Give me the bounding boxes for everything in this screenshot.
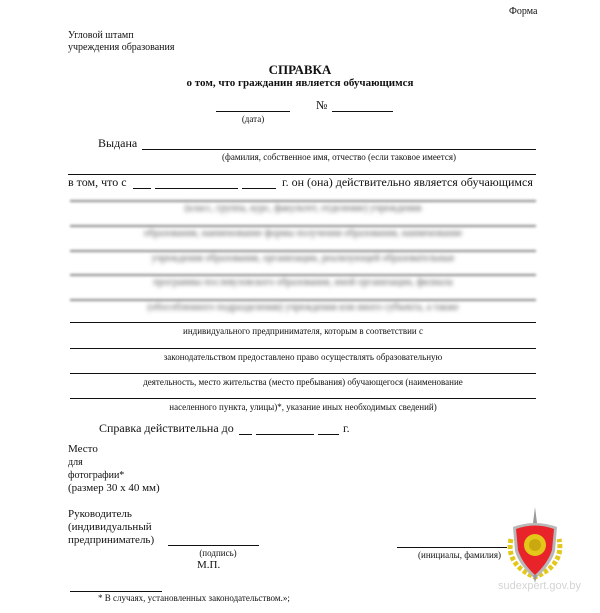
blurred-line	[70, 225, 536, 227]
valid-until-suffix: г.	[343, 421, 350, 435]
valid-day-field[interactable]	[239, 434, 252, 435]
details-field[interactable]	[70, 373, 536, 374]
signature-caption: (подпись)	[199, 548, 237, 558]
blurred-caption: образования, наименование формы получения образования, наименование	[143, 228, 463, 239]
details-caption: индивидуального предпринимателя, которым в соответствии с	[183, 326, 423, 336]
blurred-line	[70, 250, 536, 252]
since-year-field[interactable]	[242, 188, 276, 189]
blurred-caption: (обособленного подразделения) учреждения или иного субъекта, а также	[147, 302, 459, 313]
footnote: * В случаях, установленных законодательством.»;	[98, 593, 290, 603]
corner-stamp: Угловой штамп учреждения образования	[68, 30, 175, 53]
details-caption: законодательством предоставлено право осуществлять образовательную	[163, 352, 443, 362]
since-month-field[interactable]	[155, 188, 238, 189]
form-label: Форма	[509, 6, 538, 17]
details-field[interactable]	[70, 322, 536, 323]
blurred-line	[70, 200, 536, 202]
details-caption: населенного пункта, улицы)*, указание иных необходимых сведений)	[169, 402, 437, 412]
stamp-mark: М.П.	[197, 559, 221, 571]
head-label: Руководитель (индивидуальный предприниматель)	[68, 508, 155, 546]
blurred-caption: программы послевузовского образования, иной организации, филиала	[153, 277, 453, 288]
blurred-caption: (класс, группа, курс, факультет, отделение) учреждения	[184, 203, 422, 214]
issued-caption: (фамилия, собственное имя, отчество (если таковое имеется)	[222, 152, 456, 162]
police-emblem-icon	[505, 505, 565, 583]
initials-field[interactable]	[397, 547, 507, 548]
since-suffix: г. он (она) действительно является обучающимся	[282, 175, 533, 189]
since-prefix: в том, что с	[68, 175, 127, 189]
page-subtitle: о том, что гражданин является обучающимся	[186, 77, 414, 89]
since-day-field[interactable]	[133, 188, 151, 189]
photo-placeholder: Место для фотографии* (размер 30 х 40 мм)	[68, 443, 160, 494]
valid-year-field[interactable]	[318, 434, 339, 435]
blurred-line	[70, 274, 536, 276]
number-field[interactable]	[332, 111, 393, 112]
date-field[interactable]	[216, 111, 290, 112]
date-caption: (дата)	[241, 114, 265, 124]
footnote-divider	[70, 591, 162, 592]
page-title: СПРАВКА	[268, 62, 332, 77]
watermark: sudexpert.gov.by	[498, 580, 581, 592]
valid-until-label: Справка действительна до	[99, 421, 234, 435]
number-label: №	[316, 98, 328, 112]
issued-label: Выдана	[98, 136, 138, 150]
signature-field[interactable]	[168, 545, 259, 546]
details-caption: деятельность, место жительства (место пребывания) обучающегося (наименование	[143, 377, 463, 387]
details-field[interactable]	[70, 398, 536, 399]
initials-caption: (инициалы, фамилия)	[418, 550, 501, 560]
blurred-caption: учреждения образования, организации, реализующей образовательные	[151, 253, 455, 264]
blurred-line	[70, 299, 536, 301]
issued-name-field[interactable]	[142, 149, 536, 150]
valid-month-field[interactable]	[256, 434, 314, 435]
details-field[interactable]	[70, 348, 536, 349]
